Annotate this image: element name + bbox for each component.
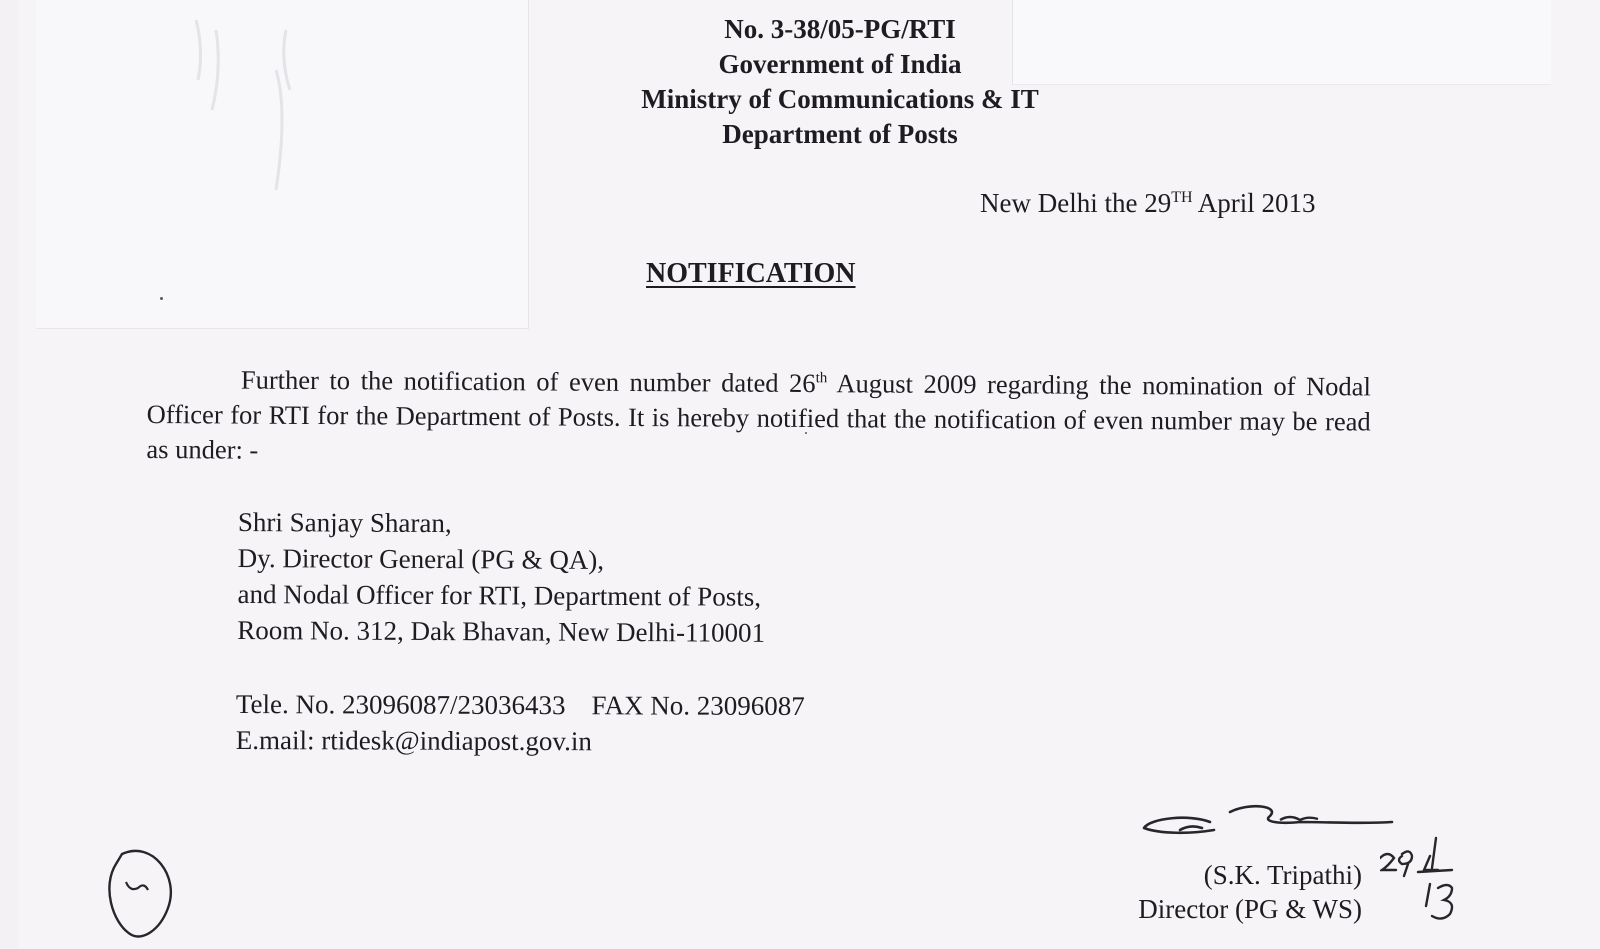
- department-name: Department of Posts: [722, 119, 958, 149]
- notification-title: NOTIFICATION: [646, 258, 856, 289]
- signatory-name: (S.K. Tripathi): [1203, 860, 1362, 890]
- government-name: Government of India: [718, 49, 962, 79]
- dateline-superscript: TH: [1171, 189, 1193, 206]
- email-address: E.mail: rtidesk@indiapost.gov.in: [235, 724, 592, 757]
- file-number: No. 3-38/05-PG/RTI: [724, 14, 956, 44]
- initials-circle-mark: [102, 846, 178, 942]
- telephone-number: Tele. No. 23096087/23036433: [235, 689, 566, 721]
- fax-number: FAX No. 23096087: [591, 690, 805, 721]
- body-superscript: th: [815, 370, 828, 387]
- officer-role: and Nodal Officer for RTI, Department of Posts,: [237, 578, 762, 612]
- body-text-part2: August 2009 regarding the nomination of Nodal Officer for RTI for the Department of Posts. It is hereby notified that the notification of even number may be read as under: -: [146, 368, 1371, 465]
- handwritten-signature: [1130, 800, 1400, 850]
- body-paragraph: [146, 362, 1371, 474]
- signatory-designation: Director (PG & WS): [1138, 894, 1362, 924]
- contact-details: [236, 686, 805, 760]
- document-header: [560, 12, 1120, 152]
- signatory-block: [1138, 858, 1362, 926]
- officer-name: Shri Sanjay Sharan,: [237, 506, 452, 539]
- officer-location: Room No. 312, Dak Bhavan, New Delhi-110001: [237, 614, 766, 648]
- dateline-suffix: April 2013: [1192, 188, 1316, 218]
- body-text-part1: Further to the notification of even number dated 26: [240, 364, 816, 399]
- handwritten-date-note: [1380, 836, 1490, 946]
- faded-background-ink: [186, 10, 306, 230]
- officer-designation: Dy. Director General (PG & QA),: [237, 542, 605, 575]
- dateline: [980, 188, 1316, 219]
- dateline-prefix: New Delhi the 29: [980, 188, 1172, 218]
- ministry-name: Ministry of Communications & IT: [641, 84, 1039, 114]
- nodal-officer-address: [237, 504, 765, 651]
- scan-speck: [160, 297, 163, 300]
